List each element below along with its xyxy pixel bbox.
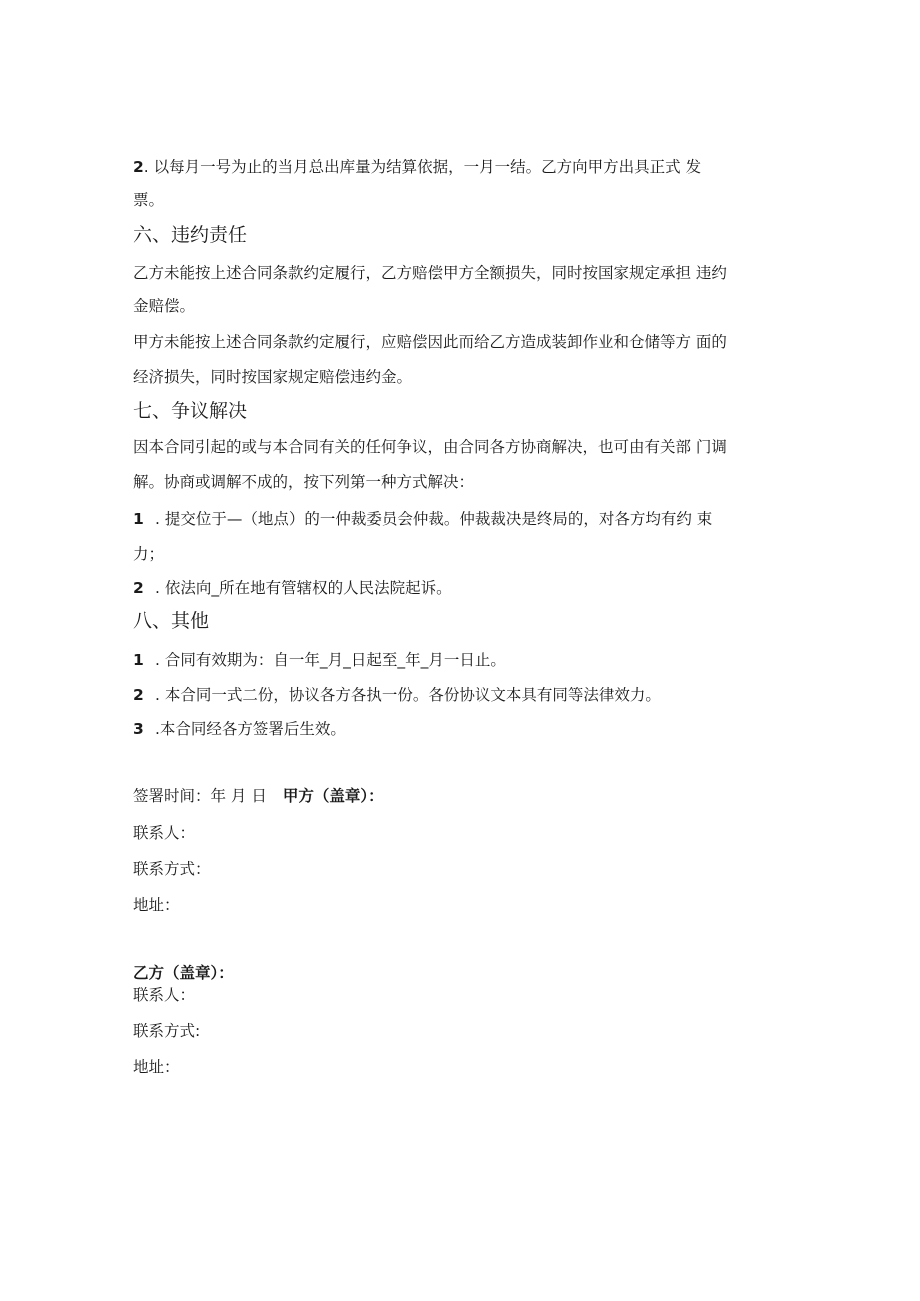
item-text: .本合同经各方签署后生效。 xyxy=(155,720,346,738)
party-a-method-label: 联系方式： xyxy=(133,860,211,878)
dispute-paragraph-line-2: 解。协商或调解不成的，按下列第一种方式解决： xyxy=(133,473,475,491)
section-heading-breach: 六、违约责任 xyxy=(133,224,248,246)
item-number: 2 xyxy=(133,158,144,176)
party-b-contact-label: 联系人： xyxy=(133,986,196,1004)
party-a-address-label: 地址： xyxy=(133,896,180,914)
dispute-item-2 xyxy=(133,578,793,598)
item-text: . 合同有效期为：自一年_月_日起至_年_月一日止。 xyxy=(155,651,506,669)
breach-paragraph-2-line-2: 经济损失，同时按国家规定赔偿违约金。 xyxy=(133,368,413,386)
breach-paragraph-1-line-2: 金赔偿。 xyxy=(133,297,196,315)
other-item-2 xyxy=(133,685,793,705)
section-heading-dispute: 七、争议解决 xyxy=(133,400,248,422)
item-text: . 本合同一式二份，协议各方各执一份。各份协议文本具有同等法律效力。 xyxy=(155,686,661,704)
party-a-seal-label: 甲方（盖章）： xyxy=(282,787,384,805)
settlement-item-2 xyxy=(133,157,793,177)
signature-date-row xyxy=(133,786,793,806)
item-number: 2 xyxy=(133,686,144,704)
item-number: 1 xyxy=(133,510,144,528)
party-b-seal-label: 乙方（盖章）： xyxy=(133,964,234,982)
section-heading-other: 八、其他 xyxy=(133,610,210,632)
dispute-item-1-cont: 力； xyxy=(133,545,165,563)
item-text: . 提交位于—（地点）的一仲裁委员会仲裁。仲裁裁决是终局的，对各方均有约 束 xyxy=(155,510,713,528)
party-b-address-label: 地址： xyxy=(133,1058,180,1076)
other-item-1 xyxy=(133,650,793,670)
dispute-paragraph-line-1: 因本合同引起的或与本合同有关的任何争议，由合同各方协商解决，也可由有关部 门调 xyxy=(133,438,727,456)
item-text: . 以每月一号为止的当月总出库量为结算依据，一月一结。乙方向甲方出具正式 发 xyxy=(143,158,702,176)
party-b-method-label: 联系方式: xyxy=(133,1022,201,1040)
other-item-3 xyxy=(133,719,793,739)
signature-date-label: 签署时间：年 月 日 xyxy=(133,787,267,805)
breach-paragraph-1-line-1: 乙方未能按上述合同条款约定履行，乙方赔偿甲方全额损失，同时按国家规定承担 违约 xyxy=(133,264,727,282)
party-a-contact-label: 联系人： xyxy=(133,824,196,842)
settlement-item-2-cont: 票。 xyxy=(133,191,165,209)
item-number: 3 xyxy=(133,720,144,738)
item-text: . 依法向_所在地有管辖权的人民法院起诉。 xyxy=(155,579,452,597)
breach-paragraph-2-line-1: 甲方未能按上述合同条款约定履行，应赔偿因此而给乙方造成装卸作业和仓储等方 面的 xyxy=(133,333,727,351)
dispute-item-1 xyxy=(133,509,793,529)
item-number: 1 xyxy=(133,651,144,669)
item-number: 2 xyxy=(133,579,144,597)
